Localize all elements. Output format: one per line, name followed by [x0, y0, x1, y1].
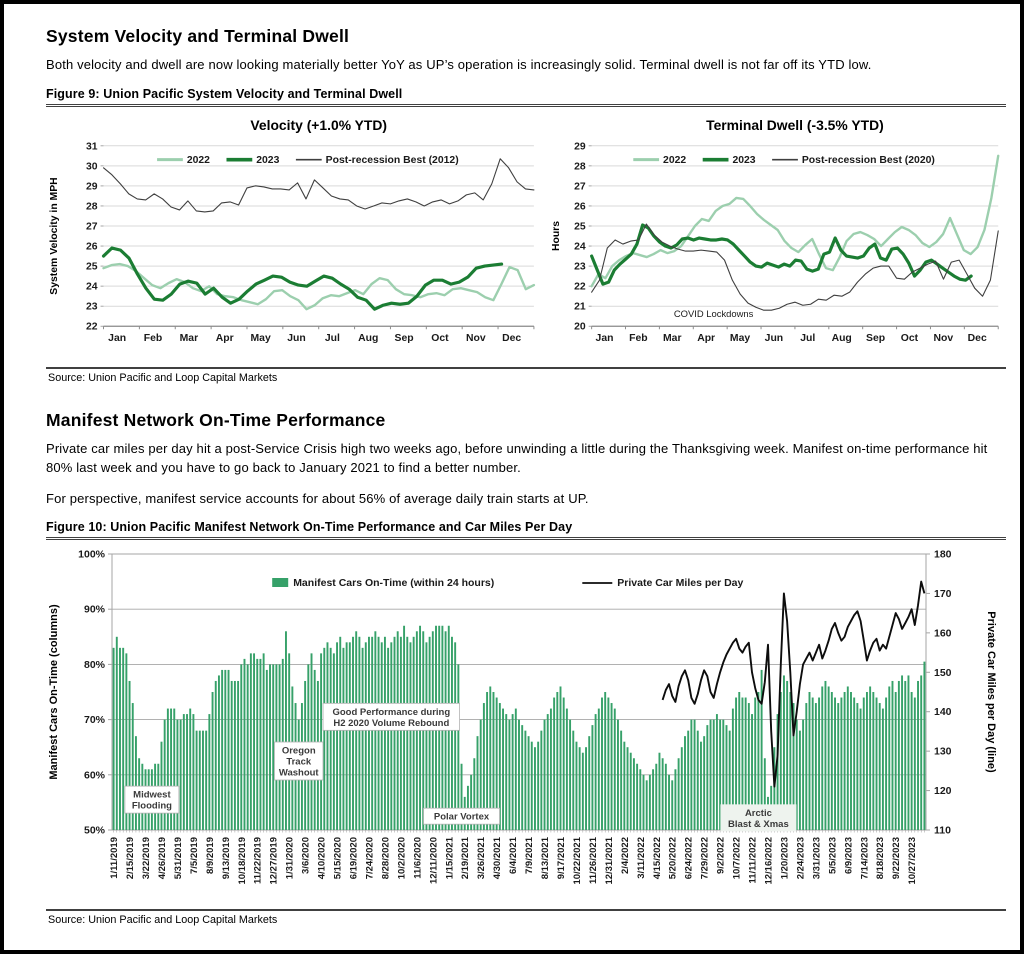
svg-text:7/29/2022: 7/29/2022: [699, 837, 711, 880]
svg-text:7/5/2019: 7/5/2019: [188, 837, 200, 875]
svg-text:Track: Track: [286, 756, 312, 768]
svg-text:31: 31: [85, 141, 98, 153]
svg-text:8/9/2019: 8/9/2019: [204, 837, 216, 875]
svg-text:23: 23: [573, 261, 586, 273]
svg-text:Flooding: Flooding: [131, 801, 172, 813]
svg-text:9/13/2019: 9/13/2019: [220, 837, 232, 880]
svg-text:Polar Vortex: Polar Vortex: [433, 812, 490, 824]
figure9-source: Source: Union Pacific and Loop Capital Markets: [46, 367, 1006, 384]
svg-text:Post-recession Best (2012): Post-recession Best (2012): [325, 154, 459, 166]
svg-text:5/20/2022: 5/20/2022: [667, 837, 679, 880]
svg-text:Midwest: Midwest: [133, 790, 171, 802]
svg-text:Velocity (+1.0% YTD): Velocity (+1.0% YTD): [250, 116, 388, 133]
section2-body2: For perspective, manifest service accounts for about 56% of average daily train starts at UP.: [46, 490, 589, 506]
svg-text:8/28/2020: 8/28/2020: [380, 837, 392, 880]
svg-text:Good Performance during: Good Performance during: [332, 707, 451, 719]
svg-text:Sep: Sep: [865, 332, 885, 344]
svg-text:Dec: Dec: [967, 332, 987, 344]
svg-text:140: 140: [934, 706, 952, 719]
svg-text:22: 22: [85, 321, 98, 333]
svg-text:8/18/2023: 8/18/2023: [875, 837, 887, 880]
svg-text:60%: 60%: [83, 769, 105, 782]
svg-text:Aug: Aug: [831, 332, 852, 344]
svg-text:29: 29: [573, 141, 586, 153]
svg-text:21: 21: [573, 301, 586, 313]
svg-text:Sep: Sep: [394, 332, 414, 344]
svg-text:11/11/2022: 11/11/2022: [747, 837, 759, 884]
svg-text:70%: 70%: [83, 714, 105, 727]
svg-text:3/22/2019: 3/22/2019: [141, 837, 153, 880]
svg-text:Jun: Jun: [287, 332, 306, 344]
svg-text:1/20/2023: 1/20/2023: [779, 837, 791, 880]
svg-text:130: 130: [934, 746, 952, 759]
svg-text:Nov: Nov: [465, 332, 486, 344]
svg-text:12/11/2020: 12/11/2020: [428, 837, 440, 885]
svg-text:27: 27: [85, 221, 98, 233]
svg-text:110: 110: [934, 824, 951, 837]
svg-text:10/27/2023: 10/27/2023: [907, 837, 919, 885]
svg-text:Hours: Hours: [550, 220, 562, 251]
svg-text:2/19/2021: 2/19/2021: [460, 837, 472, 880]
svg-text:May: May: [250, 332, 271, 344]
svg-text:H2 2020 Volume Rebound: H2 2020 Volume Rebound: [333, 718, 450, 730]
svg-text:30: 30: [85, 161, 98, 173]
svg-text:7/14/2023: 7/14/2023: [859, 837, 871, 880]
svg-text:Jun: Jun: [764, 332, 784, 344]
svg-text:Mar: Mar: [179, 332, 199, 344]
svg-text:10/18/2019: 10/18/2019: [236, 837, 248, 885]
svg-text:3/26/2021: 3/26/2021: [476, 837, 488, 880]
svg-text:May: May: [729, 332, 751, 344]
svg-text:Mar: Mar: [662, 332, 682, 344]
svg-text:3/6/2020: 3/6/2020: [300, 837, 312, 875]
figure10-caption: Figure 10: Union Pacific Manifest Network On-Time Performance and Car Miles Per Day: [46, 520, 1006, 540]
svg-text:4/26/2019: 4/26/2019: [156, 837, 168, 880]
svg-text:28: 28: [573, 161, 586, 173]
svg-text:3/31/2023: 3/31/2023: [811, 837, 823, 880]
svg-text:2023: 2023: [732, 154, 756, 166]
svg-text:5/31/2019: 5/31/2019: [172, 837, 184, 880]
svg-text:9/17/2021: 9/17/2021: [555, 837, 567, 880]
svg-text:System Velocity in MPH: System Velocity in MPH: [48, 177, 60, 295]
svg-text:27: 27: [573, 181, 586, 193]
svg-text:Washout: Washout: [278, 767, 319, 779]
svg-text:COVID Lockdowns: COVID Lockdowns: [673, 308, 754, 320]
section-velocity-dwell: [46, 26, 1006, 384]
terminal-dwell-line-chart: [548, 113, 1006, 365]
svg-text:5/5/2023: 5/5/2023: [827, 837, 839, 875]
svg-text:Oct: Oct: [900, 332, 918, 344]
svg-text:11/6/2020: 11/6/2020: [412, 837, 424, 880]
svg-text:25: 25: [573, 221, 586, 233]
svg-text:3/11/2022: 3/11/2022: [635, 837, 647, 880]
figure9-charts: [46, 113, 1006, 365]
svg-text:1/15/2021: 1/15/2021: [444, 837, 456, 880]
svg-text:23: 23: [85, 301, 98, 313]
svg-text:2/15/2019: 2/15/2019: [125, 837, 137, 880]
figure9-caption: Figure 9: Union Pacific System Velocity and Terminal Dwell: [46, 87, 1006, 107]
svg-text:2/4/2022: 2/4/2022: [619, 837, 631, 875]
svg-text:24: 24: [573, 241, 586, 253]
svg-text:2022: 2022: [662, 154, 687, 166]
svg-text:Jan: Jan: [595, 332, 614, 344]
svg-text:22: 22: [573, 281, 586, 293]
velocity-line-chart: [46, 113, 542, 365]
svg-text:Feb: Feb: [628, 332, 648, 344]
svg-text:Blast & Xmas: Blast & Xmas: [728, 819, 789, 831]
svg-text:Post-recession Best (2020): Post-recession Best (2020): [801, 154, 935, 166]
svg-text:29: 29: [85, 181, 98, 193]
section-manifest-otp: [46, 410, 1006, 927]
svg-text:Nov: Nov: [933, 332, 954, 344]
svg-text:6/19/2020: 6/19/2020: [348, 837, 360, 880]
manifest-combo-chart: [46, 546, 998, 902]
svg-text:Jan: Jan: [108, 332, 127, 344]
svg-text:10/2/2020: 10/2/2020: [396, 837, 408, 880]
svg-text:12/31/2021: 12/31/2021: [603, 837, 615, 885]
svg-text:8/13/2021: 8/13/2021: [540, 837, 552, 880]
svg-text:2/24/2023: 2/24/2023: [795, 837, 807, 880]
svg-text:12/27/2019: 12/27/2019: [268, 837, 280, 885]
svg-text:170: 170: [934, 588, 952, 601]
svg-text:Manifest Cars On-Time (columns: Manifest Cars On-Time (columns): [48, 604, 60, 780]
svg-text:80%: 80%: [83, 659, 105, 672]
svg-text:6/24/2022: 6/24/2022: [683, 837, 695, 880]
svg-text:Private Car Miles per Day: Private Car Miles per Day: [617, 577, 744, 590]
svg-text:Terminal Dwell (-3.5% YTD): Terminal Dwell (-3.5% YTD): [705, 116, 884, 133]
svg-text:2022: 2022: [186, 154, 210, 166]
svg-text:120: 120: [934, 785, 952, 798]
svg-text:9/2/2022: 9/2/2022: [715, 837, 727, 875]
svg-text:4/10/2020: 4/10/2020: [316, 837, 328, 880]
svg-text:Arctic: Arctic: [744, 808, 772, 820]
svg-text:180: 180: [934, 548, 952, 561]
svg-text:Apr: Apr: [697, 332, 715, 344]
svg-text:Feb: Feb: [143, 332, 163, 344]
svg-text:10/22/2021: 10/22/2021: [571, 837, 583, 885]
svg-text:160: 160: [934, 627, 952, 640]
figure10-source: Source: Union Pacific and Loop Capital Markets: [46, 909, 1006, 926]
svg-text:6/9/2023: 6/9/2023: [843, 837, 855, 875]
svg-text:Apr: Apr: [215, 332, 234, 344]
svg-text:9/22/2023: 9/22/2023: [891, 837, 903, 880]
svg-text:4/15/2022: 4/15/2022: [651, 837, 663, 880]
svg-text:2023: 2023: [256, 154, 280, 166]
svg-text:50%: 50%: [83, 824, 105, 837]
svg-text:20: 20: [573, 321, 586, 333]
svg-text:90%: 90%: [83, 604, 105, 617]
svg-text:26: 26: [573, 201, 586, 213]
svg-text:1/31/2020: 1/31/2020: [284, 837, 296, 880]
svg-text:10/7/2022: 10/7/2022: [731, 837, 743, 880]
svg-text:12/16/2022: 12/16/2022: [763, 837, 775, 885]
svg-text:5/15/2020: 5/15/2020: [332, 837, 344, 880]
svg-text:26: 26: [85, 241, 98, 253]
svg-text:Dec: Dec: [502, 332, 522, 344]
svg-text:Oct: Oct: [431, 332, 449, 344]
section2-title: Manifest Network On-Time Performance: [46, 409, 386, 430]
svg-text:1/11/2019: 1/11/2019: [109, 837, 121, 880]
svg-text:Manifest Cars On-Time (within: Manifest Cars On-Time (within 24 hours): [293, 577, 495, 590]
svg-text:11/22/2019: 11/22/2019: [252, 837, 264, 885]
svg-text:28: 28: [85, 201, 98, 213]
svg-text:11/26/2021: 11/26/2021: [587, 837, 599, 885]
section2-body1: Private car miles per day hit a post-Service Crisis high two weeks ago, before unwinding a little during the Thanksgiving week. Manifest on-time performance hit 80% last week and you have to go back to January 2021 to find a better number.: [46, 440, 988, 475]
svg-text:Jul: Jul: [324, 332, 340, 344]
svg-text:4/30/2021: 4/30/2021: [492, 837, 504, 880]
svg-text:25: 25: [85, 261, 98, 273]
svg-text:Jul: Jul: [800, 332, 816, 344]
svg-text:Private Car Miles per Day (lin: Private Car Miles per Day (line): [985, 611, 997, 774]
svg-text:150: 150: [934, 667, 952, 680]
svg-text:24: 24: [85, 281, 98, 293]
section1-title: System Velocity and Terminal Dwell: [46, 26, 350, 46]
svg-text:7/9/2021: 7/9/2021: [524, 837, 536, 875]
section1-body: Both velocity and dwell are now looking materially better YoY as UP’s operation is increasingly solid. Terminal dwell is not far off its YTD low.: [46, 57, 872, 72]
svg-text:6/4/2021: 6/4/2021: [508, 837, 520, 875]
svg-text:7/24/2020: 7/24/2020: [364, 837, 376, 880]
svg-text:100%: 100%: [78, 548, 105, 561]
svg-text:Aug: Aug: [358, 332, 379, 344]
svg-text:Oregon: Oregon: [281, 745, 316, 757]
